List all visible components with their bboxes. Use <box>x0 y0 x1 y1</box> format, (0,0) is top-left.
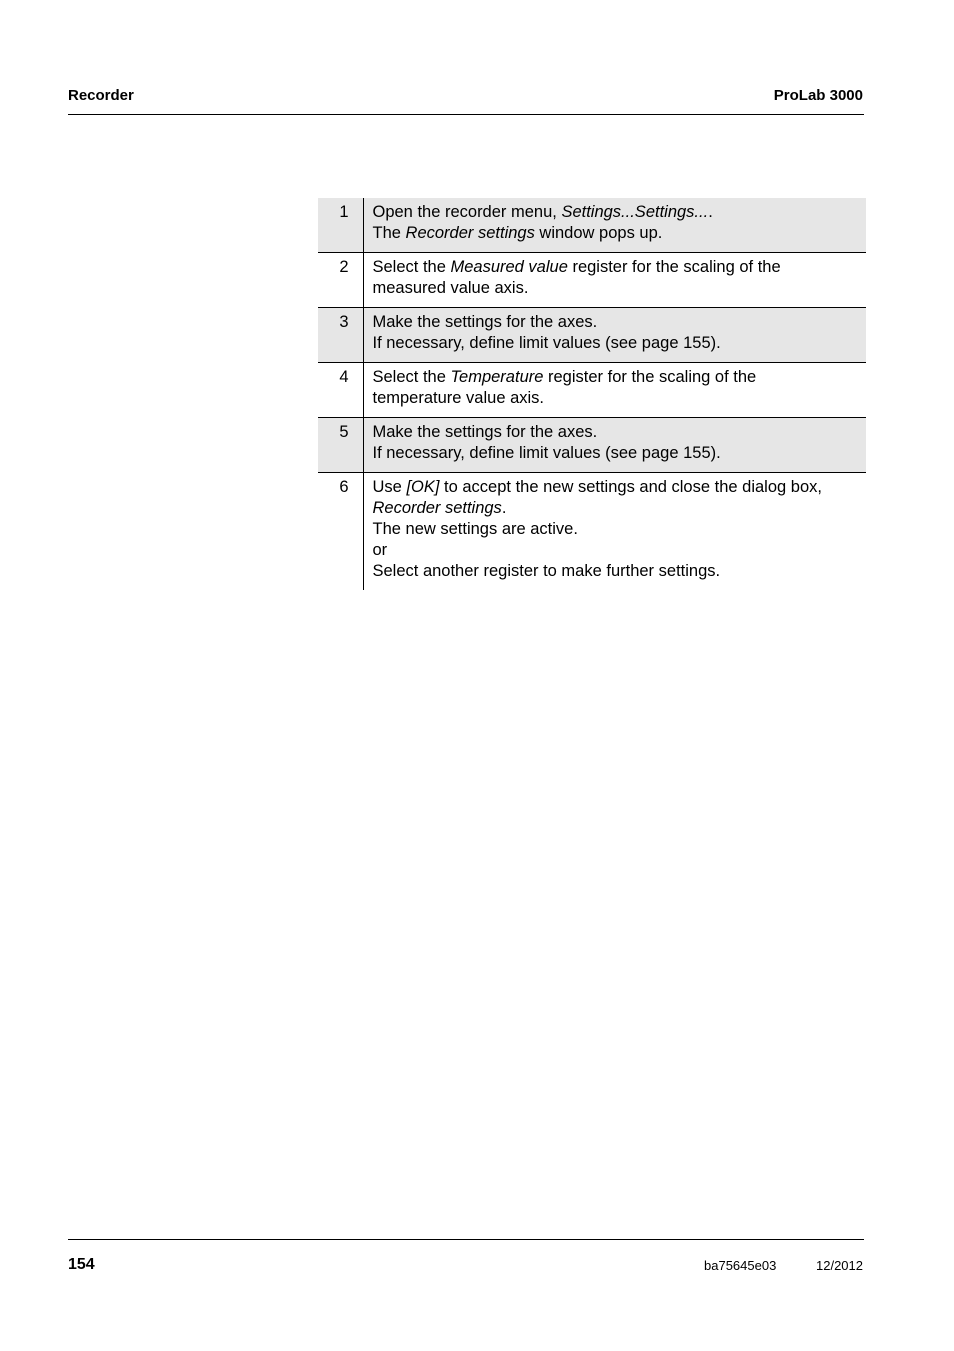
text-segment: temperature value axis. <box>372 389 545 407</box>
step-text <box>363 418 866 473</box>
document-id: ba75645e03 <box>704 1258 777 1273</box>
step-text-line <box>373 519 867 540</box>
steps-body <box>318 198 866 590</box>
emphasized-term: Temperature <box>450 368 544 386</box>
text-segment: measured value axis. <box>372 279 529 297</box>
step-text <box>363 363 866 418</box>
step-number: 3 <box>318 308 363 363</box>
step-text-line <box>373 257 867 278</box>
step-text-line <box>373 312 867 333</box>
step-number: 4 <box>318 363 363 418</box>
step-row <box>318 198 866 253</box>
step-text-line <box>373 367 867 388</box>
header-section-title: Recorder <box>68 87 134 104</box>
emphasized-term: Measured value <box>450 258 568 276</box>
step-number: 6 <box>318 473 363 591</box>
text-segment: . <box>708 203 713 221</box>
text-segment: to accept the new settings and close the dialog box, <box>439 478 822 496</box>
text-segment: window pops up. <box>534 224 663 242</box>
step-text-line <box>373 443 867 464</box>
step-row <box>318 363 866 418</box>
text-segment: register for the scaling of the <box>543 368 757 386</box>
step-text-line <box>373 561 867 582</box>
emphasized-term: [OK] <box>406 478 440 496</box>
step-text-line <box>373 422 867 443</box>
step-row <box>318 253 866 308</box>
step-row <box>318 418 866 473</box>
step-text-line <box>373 498 867 519</box>
emphasized-term: Recorder settings <box>405 224 535 242</box>
header-rule <box>68 114 864 115</box>
step-row <box>318 473 866 591</box>
step-text-line <box>373 540 867 561</box>
text-segment: Open the recorder menu, <box>372 203 562 221</box>
text-segment: . <box>501 499 507 517</box>
page-number: 154 <box>68 1256 95 1273</box>
step-text <box>363 198 866 253</box>
step-text <box>363 473 866 591</box>
step-row <box>318 308 866 363</box>
text-segment: If necessary, define limit values (see page 155). <box>372 444 721 462</box>
document-date: 12/2012 <box>816 1258 863 1273</box>
header-product-name: ProLab 3000 <box>773 87 863 104</box>
text-segment: The new settings are active. <box>372 520 578 538</box>
step-text-line <box>373 278 867 299</box>
text-segment: Select the <box>372 368 451 386</box>
footer-rule <box>68 1239 864 1240</box>
step-text-line <box>373 202 867 223</box>
emphasized-term: Settings...Settings... <box>561 203 709 221</box>
text-segment: Make the settings for the axes. <box>372 313 598 331</box>
steps-table <box>318 198 866 590</box>
step-number: 2 <box>318 253 363 308</box>
text-segment: Use <box>372 478 407 496</box>
step-text <box>363 308 866 363</box>
step-text <box>363 253 866 308</box>
step-text-line <box>373 388 867 409</box>
text-segment: Select the <box>372 258 451 276</box>
text-segment: The <box>372 224 406 242</box>
emphasized-term: Recorder settings <box>372 499 502 517</box>
text-segment: If necessary, define limit values (see page 155). <box>372 334 721 352</box>
step-text-line <box>373 333 867 354</box>
step-number: 1 <box>318 198 363 253</box>
text-segment: or <box>372 541 388 559</box>
step-text-line <box>373 223 867 244</box>
text-segment: Select another register to make further settings. <box>372 562 721 580</box>
text-segment: Make the settings for the axes. <box>372 423 598 441</box>
step-number: 5 <box>318 418 363 473</box>
step-text-line <box>373 477 867 498</box>
text-segment: register for the scaling of the <box>567 258 781 276</box>
